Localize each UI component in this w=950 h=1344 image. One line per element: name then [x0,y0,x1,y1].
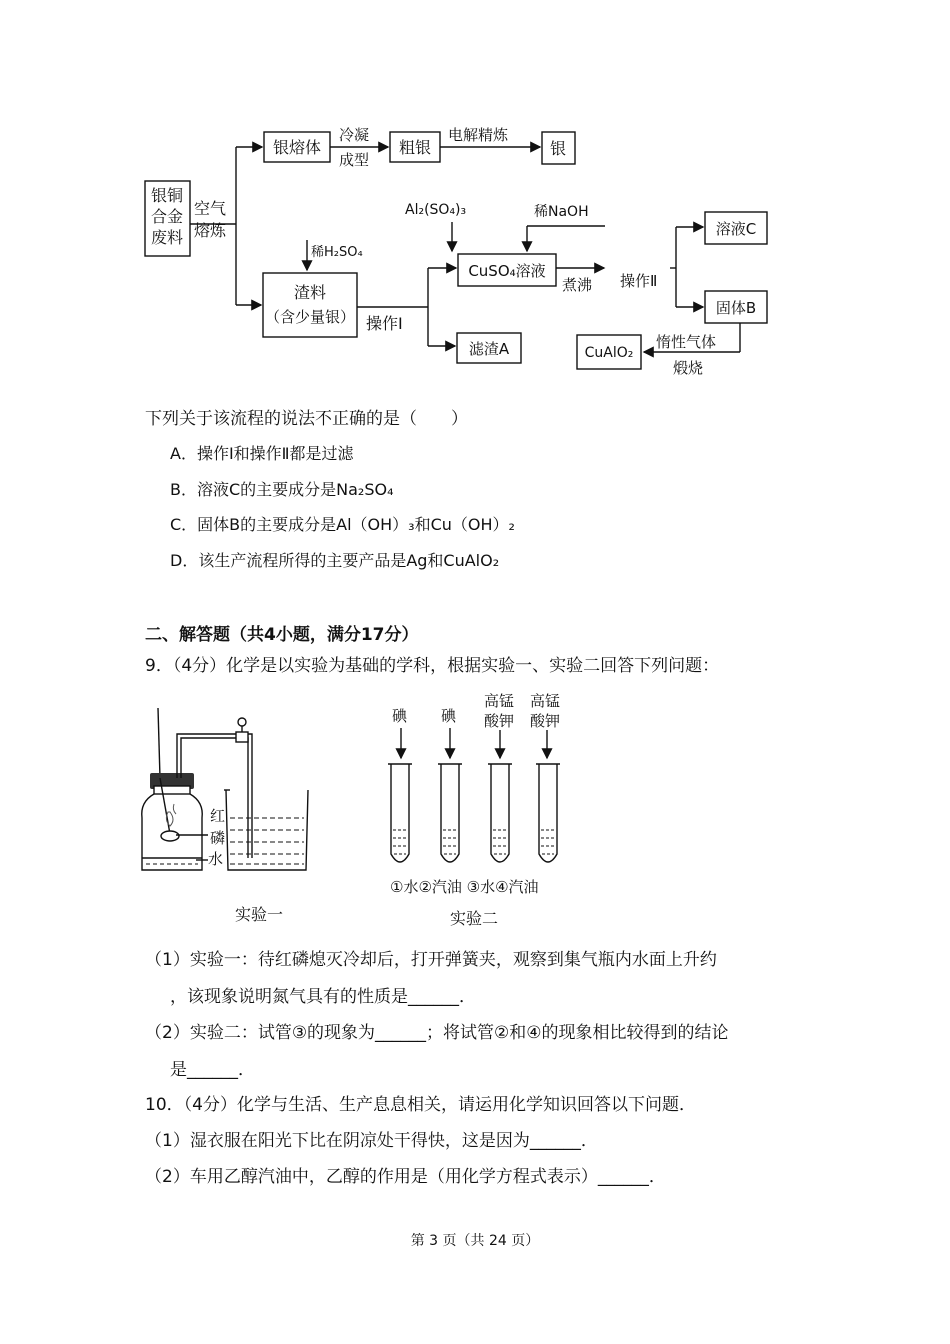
source-line-2: 合金 [150,207,184,226]
q9-sub2-line1: （2）实验二：试管③的现象为______；将试管②和④的现象相比较得到的结论 [145,1023,729,1043]
exp2-iodine-1: 碘 [392,707,408,725]
experiment-1-apparatus [130,698,330,938]
q9-stem: 9．（4分）化学是以实验为基础的学科，根据实验一、实验二回答下列问题： [145,656,720,676]
exp2-kmno4-4a: 高锰 [530,692,561,710]
page-footer: 第 3 页（共 24 页） [410,1233,540,1249]
q10-stem: 10．（4分）化学与生活、生产息息相关，请运用化学知识回答以下问题． [145,1095,696,1115]
section-heading: 二、解答题（共4小题，满分17分） [145,625,419,645]
cool-label-1: 冷凝 [339,126,370,144]
exp1-label-red: 红 [210,807,226,825]
silver-label: 银 [549,139,567,158]
exp2-kmno4-4b: 酸钾 [530,712,561,730]
electrolysis-label: 电解精炼 [448,126,509,144]
solid-b-label: 固体B [715,299,757,317]
filter-residue-label: 滤渣A [468,340,510,358]
boil-label: 煮沸 [562,276,593,294]
silver-melt-label: 银熔体 [272,138,322,157]
q10-sub2: （2）车用乙醇汽油中，乙醇的作用是（用化学方程式表示）______． [145,1167,666,1187]
q9-sub1-line1: （1）实验一：待红磷熄灭冷却后，打开弹簧夹，观察到集气瓶内水面上升约 [145,950,717,970]
exp2-iodine-2: 碘 [441,707,457,725]
exp1-label-phos: 磷 [210,829,226,847]
cool-label-2: 成型 [339,151,370,169]
smelt-label: 熔炼 [194,221,227,240]
exp2-caption: 实验二 [450,909,499,928]
experiment-2-apparatus [380,690,590,940]
q9-sub2-line2: 是______． [170,1060,255,1080]
naoh-label: 稀NaOH [534,204,589,220]
h2so4-label: 稀H₂SO₄ [311,245,363,260]
q8-option-a: A．操作Ⅰ和操作Ⅱ都是过滤 [170,444,354,463]
exp1-caption: 实验一 [235,905,284,924]
al2so43-label: Al₂(SO₄)₃ [405,202,467,218]
operation-1-label: 操作Ⅰ [366,314,403,333]
q9-sub1-line2: ，该现象说明氮气具有的性质是______． [170,987,476,1007]
solution-c-label: 溶液C [715,220,757,238]
flowchart-diagram [0,0,950,390]
exp1-label-water: 水 [208,850,224,868]
inert-gas-label: 惰性气体 [656,333,717,351]
cuso4-label: CuSO₄溶液 [468,262,546,280]
q8-option-d: D．该生产流程所得的主要产品是Ag和CuAlO₂ [170,551,500,570]
cualo2-label: CuAlO₂ [584,345,634,361]
exp2-tube-labels: ①水②汽油 ③水④汽油 [390,878,539,896]
q8-stem: 下列关于该流程的说法不正确的是（ ） [145,409,468,429]
q8-option-c: C．固体B的主要成分是Al（OH）₃和Cu（OH）₂ [170,515,515,534]
source-line-1: 银铜 [150,186,184,205]
exp2-kmno4-3a: 高锰 [484,692,515,710]
crude-silver-label: 粗银 [398,138,432,157]
exp2-kmno4-3b: 酸钾 [484,712,515,730]
air-label: 空气 [194,199,227,218]
q10-sub1: （1）湿衣服在阳光下比在阴凉处干得快，这是因为______． [145,1131,598,1151]
source-line-3: 废料 [150,228,184,247]
residue-label-2: （含少量银） [264,308,356,326]
residue-label-1: 渣料 [293,283,327,302]
q8-option-b: B．溶液C的主要成分是Na₂SO₄ [170,480,394,499]
calcine-label: 煅烧 [673,359,704,377]
operation-2-label: 操作Ⅱ [620,272,658,290]
